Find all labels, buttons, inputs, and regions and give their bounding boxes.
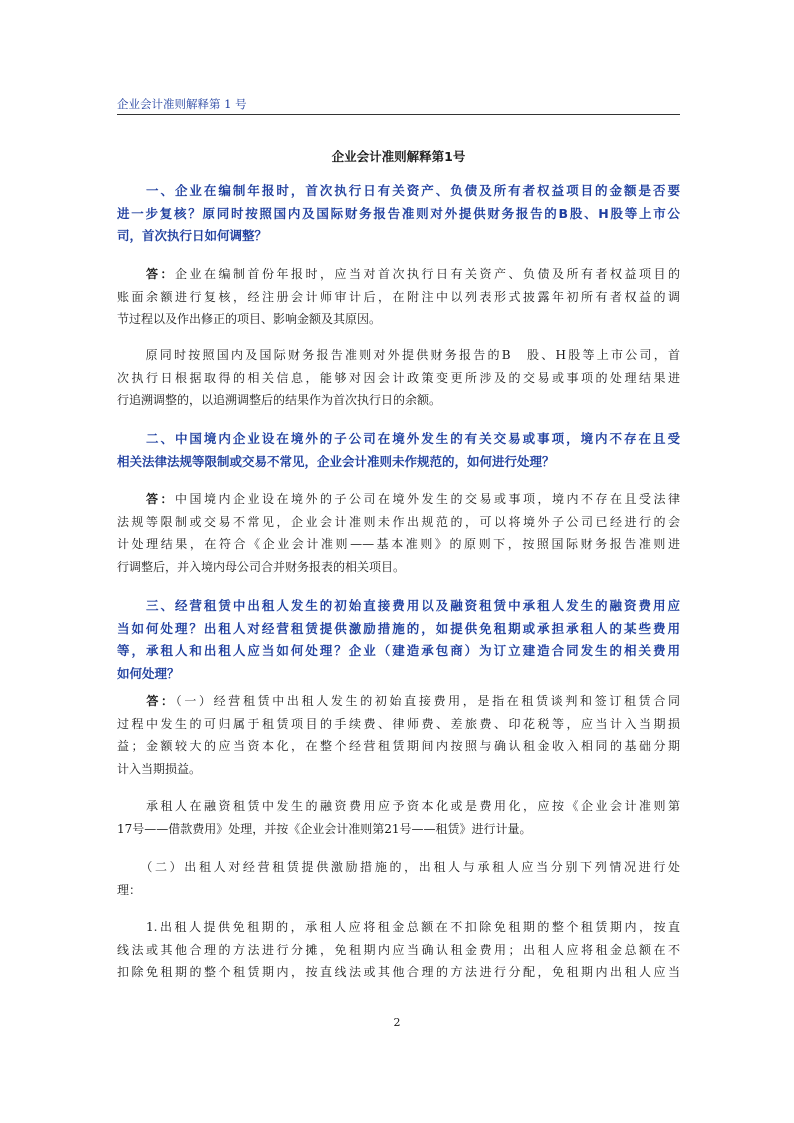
answer-1: [117, 263, 680, 331]
answer-2: [117, 488, 680, 578]
a2-line: 计处理结果，在符合《企业会计准则——基本准则》的原则下，按照国际财务报告准则进: [117, 537, 680, 551]
a2-line: 法规等限制或交易不常见，企业会计准则未作出规范的，可以将境外子公司已经进行的会: [117, 514, 680, 529]
paragraph-2: [117, 795, 680, 840]
q1-line: 进一步复核？原同时按照国内及国际财务报告准则对外提供财务报告的B股、H股等上市公: [117, 205, 680, 221]
p4-line: 扣除免租期的整个租赁期内，按直线法或其他合理的方法进行分配，免租期内出租人应当: [117, 965, 680, 979]
a3-text: （一）经营租赁中出租人发生的初始直接费用，是指在租赁谈判和签订租赁合同: [175, 694, 680, 708]
a1-line: 节过程以及作出修正的项目、影响金额及其原因。: [117, 312, 382, 326]
p4-line: 线法或其他合理的方法进行分摊，免租期内应当确认租金费用；出租人应将租金总额在不: [117, 942, 680, 957]
p2-line: 承租人在融资租赁中发生的融资费用应予资本化或是费用化，应按《企业会计准则第: [117, 799, 680, 813]
a1-text: 企业在编制首份年报时，应当对首次执行日有关资产、负债及所有者权益项目的: [175, 267, 680, 281]
a3-line: 计入当期损益。: [117, 761, 202, 776]
answer-label: 答：: [146, 267, 175, 281]
a1-line: 账面余额进行复核，经注册会计师审计后，在附注中以列表形式披露年初所有者权益的调: [117, 289, 680, 304]
a3-line: [117, 690, 680, 713]
question-1: [117, 180, 680, 248]
p1-line: 行追溯调整的，以追溯调整后的结果作为首次执行日的余额。: [117, 393, 442, 407]
p2-line: 17号——借款费用》处理，并按《企业会计准则第21号——租赁》进行计量。: [117, 821, 532, 836]
answer-label: 答：: [146, 694, 176, 708]
p4-line: 1.出租人提供免租期的，承租人应将租金总额在不扣除免租期的整个租赁期内，按直: [117, 920, 680, 934]
q2-line: 二、中国境内企业设在境外的子公司在境外发生的有关交易或事项，境内不存在且受: [117, 431, 680, 446]
q1-line: 一、企业在编制年报时，首次执行日有关资产、负债及所有者权益项目的金额是否要: [117, 183, 680, 198]
p3-line: 理：: [117, 882, 142, 897]
page-number: 2: [393, 1016, 401, 1029]
p1-line: 原同时按照国内及国际财务报告准则对外提供财务报告的B 股、H股等上市公司，首: [117, 348, 680, 362]
q2-line: 相关法律法规等限制或交易不常见，企业会计准则未作规范的，如何进行处理？: [117, 453, 555, 469]
a1-line: [117, 263, 680, 286]
running-header-text: 企业会计准则解释第 1 号: [117, 97, 247, 111]
running-header: [117, 96, 680, 115]
q3-line: 等，承租人和出租人应当如何处理？企业（建造承包商）为订立建造合同发生的相关费用: [117, 643, 680, 658]
a2-line: 行调整后，并入境内母公司合并财务报表的相关项目。: [117, 559, 406, 574]
question-3: [117, 595, 680, 685]
a2-line: [117, 488, 680, 511]
p1-line: 次执行日根据取得的相关信息，能够对因会计政策变更所涉及的交易或事项的处理结果进: [117, 370, 680, 385]
answer-3: [117, 690, 680, 780]
a3-line: 过程中发生的可归属于租赁项目的手续费、律师费、差旅费、印花税等，应当计入当期损: [117, 716, 680, 731]
question-2: [117, 428, 680, 473]
a3-line: 益；金额较大的应当资本化，在整个经营租赁期间内按照与确认租金收入相同的基础分期: [117, 739, 680, 753]
a2-text: 中国境内企业设在境外的子公司在境外发生的交易或事项，境内不存在且受法律: [175, 492, 680, 506]
answer-label: 答：: [146, 492, 175, 506]
q1-line: 司，首次执行日如何调整？: [117, 228, 268, 243]
p3-line: （二）出租人对经营租赁提供激励措施的，出租人与承租人应当分别下列情况进行处: [117, 860, 680, 874]
document-title: 企业会计准则解释第1号: [331, 149, 466, 164]
q3-line: 当如何处理？出租人对经营租赁提供激励措施的，如提供免租期或承担承租人的某些费用: [117, 620, 680, 636]
q3-line: 三、经营租赁中出租人发生的初始直接费用以及融资租赁中承租人发生的融资费用应: [117, 598, 680, 613]
paragraph-1: [117, 344, 680, 412]
q3-line: 如何处理？: [117, 665, 180, 681]
paragraph-4: [117, 916, 680, 984]
paragraph-3: [117, 856, 680, 901]
